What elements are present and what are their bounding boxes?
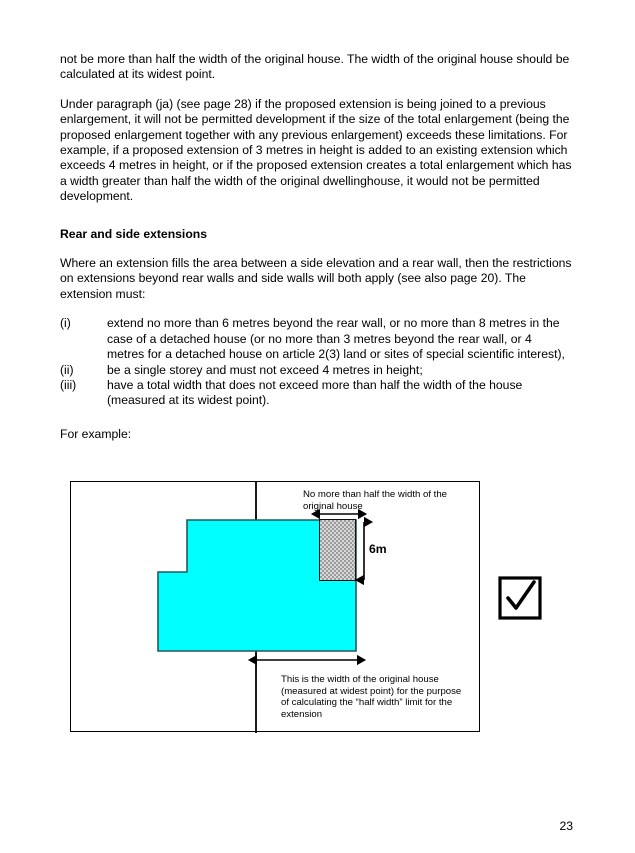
page-number: 23 — [559, 819, 573, 833]
list-item — [60, 363, 572, 378]
paragraph-2: Under paragraph (ja) (see page 28) if the proposed extension is being joined to a previous enlargement, it will not be permitted development if the size of the total enlargement (being the proposed enlargement together with any previous enlargement) exceeds these limitations. For example, if a proposed extension of 3 metres in height is added to an existing extension which exceeds 4 metres in height, or if the proposed extension creates a total enlargement which has a width greater than half the width of the original dwellinghouse, it would not be permitted development. — [60, 96, 572, 204]
original-house-width-arrow — [251, 654, 363, 666]
list-item-text: be a single storey and must not exceed 4 metres in height; — [107, 362, 423, 377]
list-item — [60, 378, 572, 409]
diagram-inner — [71, 482, 479, 731]
example-diagram — [70, 481, 480, 732]
paragraph-1: not be more than half the width of the original house. The width of the original house should be calculated at its widest point. — [60, 52, 570, 82]
document-content — [60, 52, 572, 442]
requirements-list — [60, 316, 572, 408]
list-item — [60, 316, 572, 362]
half-width-arrow — [314, 508, 364, 520]
section-heading-rear-and-side-extensions: Rear and side extensions — [60, 226, 207, 241]
dimension-label-6m: 6m — [369, 542, 387, 556]
for-example-label: For example: — [60, 426, 132, 441]
list-item-marker: (ii) — [60, 362, 74, 377]
paragraph-intro: Where an extension fills the area between a side elevation and a rear wall, then the restrictions on extensions beyond rear walls and side walls will both apply (see also page 20). The extension must: — [60, 256, 572, 301]
proposed-extension-hatched-block — [319, 519, 356, 581]
list-item-marker: (i) — [60, 316, 71, 331]
annotation-half-width: No more than half the width of the original house — [303, 489, 447, 512]
list-item-text: have a total width that does not exceed more than half the width of the house (measured at its widest point). — [107, 377, 523, 408]
list-item-text: extend no more than 6 metres beyond the rear wall, or no more than 8 metres in the case of a detached house (or no more than 3 metres beyond the rear wall, or 4 metres for a detached house on article 2(3) land or sites of special scientific interest), — [107, 316, 565, 362]
list-item-marker: (iii) — [60, 377, 77, 392]
annotation-original-width: This is the width of the original house (measured at widest point) for the purpose of calculating the “half width” limit for the extension — [281, 674, 462, 720]
approved-checkmark-icon — [498, 576, 542, 620]
